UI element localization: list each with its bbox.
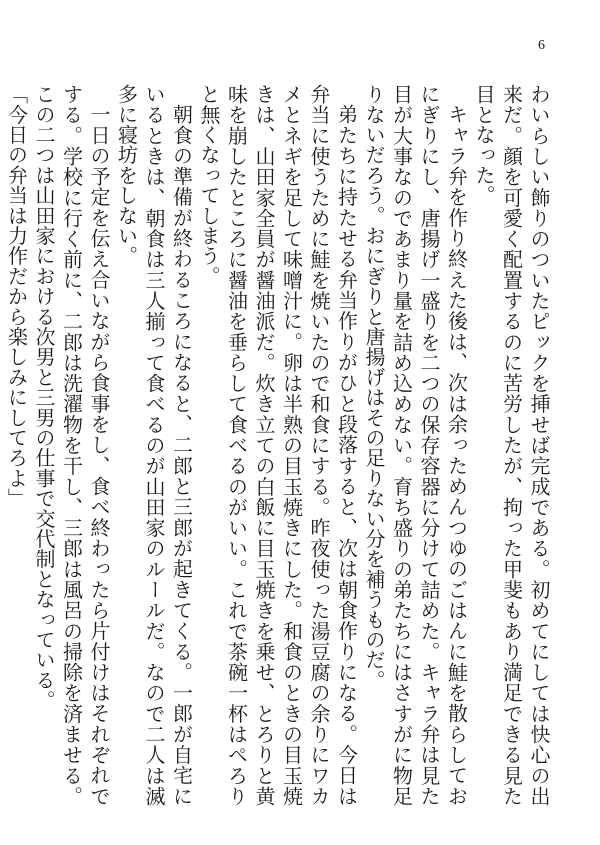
page-number: 6 [538,38,545,53]
dialogue-line: 「今日の弁当は力作だから楽しみにしてろよ」 [4,84,29,509]
body-text [4,84,552,806]
paragraph: わいらしい飾りのついたピックを挿せば完成である。初めてにしては快心の出来だ。顔を可愛く配置するのに苦労したが、拘った甲斐もあり満足できる見た目となった。 [472,84,551,806]
paragraph: 弟たちに持たせる弁当作りがひと段落すると、次は朝食作りになる。今日は弁当に使うために鮭を焼いたので和食にする。昨夜使った湯豆腐の余りにワカメとネギを足して味噌汁に。卵は半熟の目玉焼きにした。和食のときの目玉焼きは、山田家全員が醤油派だ。炊き立ての白飯に目玉焼きを乗せ、とろりと黄味を崩したところに醤油を垂らして食べるのがいい。これで茶碗一杯はぺろりと無くなってしまう。 [197,84,359,806]
paragraph: キャラ弁を作り終えた後は、次は余っためんつゆのごはんに鮭を散らしておにぎりにし、唐揚げ一盛りを二つの保存容器に分けて詰めた。キャラ弁は見た目が大事なのであまり量を詰め込めない。育ち盛りの弟たちにはさすがに物足りないだろう。おにぎりと唐揚げはその足りない分を補うものだ。 [362,84,469,806]
paragraph: 朝食の準備が終わるころになると、二郎と三郎が起きてくる。一郎が自宅にいるときは、朝食は三人揃って食べるのが山田家のルールだ。なので二人は滅多に寝坊をしない。 [114,84,194,806]
paragraph: 一日の予定を伝え合いながら食事をし、食べ終わったら片付けはそれぞれでする。学校に行く前に、二郎は洗濯物を干し、三郎は風呂の掃除を済ませる。この二つは山田家における次男と三男の仕事で交代制となっている。 [32,84,111,806]
